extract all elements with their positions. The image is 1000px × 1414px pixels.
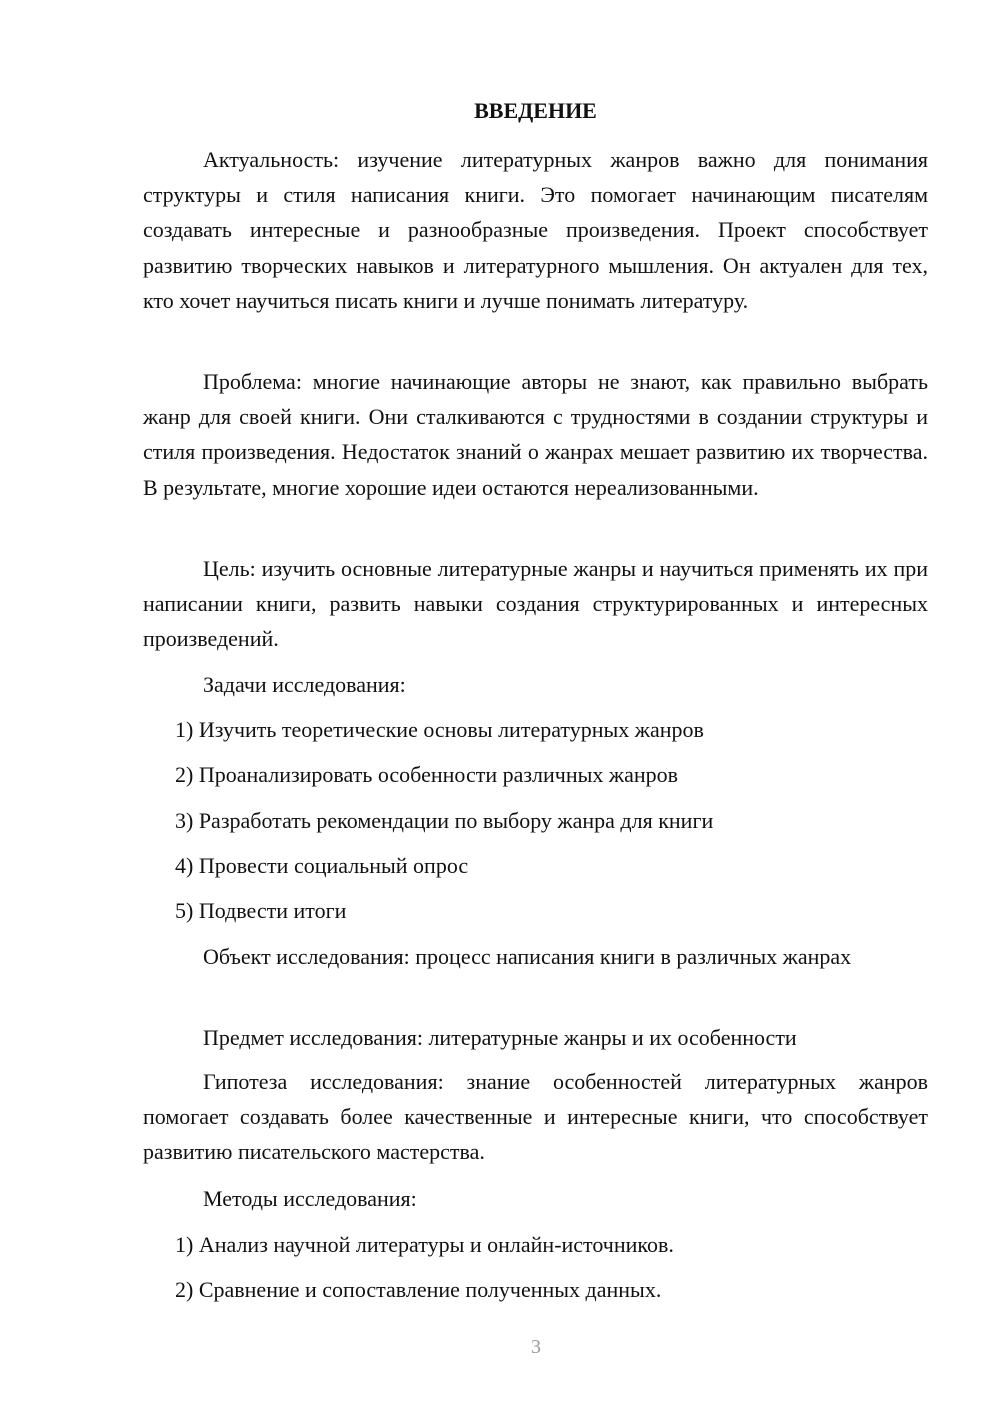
goal-paragraph: Цель: изучить основные литературные жанры и научиться применять их при написании книги, развить навыки создания структурированных и интересных произведений. (143, 556, 928, 652)
method-item-1: 1) Анализ научной литературы и онлайн-источников. (175, 1232, 674, 1257)
section-title: ВВЕДЕНИЕ (474, 98, 597, 123)
task-item-5: 5) Подвести итоги (175, 898, 347, 923)
problem-paragraph: Проблема: многие начинающие авторы не знают, как правильно выбрать жанр для своей книги. Они сталкиваются с трудностями в создании структуры и стиля произведения. Недостаток знаний о жанрах мешает развитию их творчества. В результате, многие хорошие идеи остаются нереализованными. (143, 369, 928, 500)
task-item-4: 4) Провести социальный опрос (175, 853, 469, 878)
relevance-paragraph: Актуальность: изучение литературных жанров важно для понимания структуры и стиля написания книги. Это помогает начинающим писателям создавать интересные и разнообразные произведения. Проект способствует развитию творческих навыков и литературного мышления. Он актуален для тех, кто хочет научиться писать книги и лучше понимать литературу. (143, 147, 928, 313)
task-item-1: 1) Изучить теоретические основы литературных жанров (175, 717, 704, 742)
task-item-2: 2) Проанализировать особенности различных жанров (175, 762, 679, 787)
methods-heading: Методы исследования: (203, 1186, 417, 1211)
page-number: 3 (531, 1336, 541, 1358)
task-item-3: 3) Разработать рекомендации по выбору жанра для книги (175, 808, 714, 833)
hypothesis-paragraph: Гипотеза исследования: знание особенностей литературных жанров помогает создавать более качественные и интересные книги, что способствует развитию писательского мастерства. (143, 1069, 928, 1165)
tasks-heading: Задачи исследования: (203, 672, 406, 697)
subject-paragraph: Предмет исследования: литературные жанры и их особенности (203, 1025, 797, 1050)
object-paragraph: Объект исследования: процесс написания книги в различных жанрах (203, 944, 852, 969)
method-item-2: 2) Сравнение и сопоставление полученных данных. (175, 1277, 662, 1302)
